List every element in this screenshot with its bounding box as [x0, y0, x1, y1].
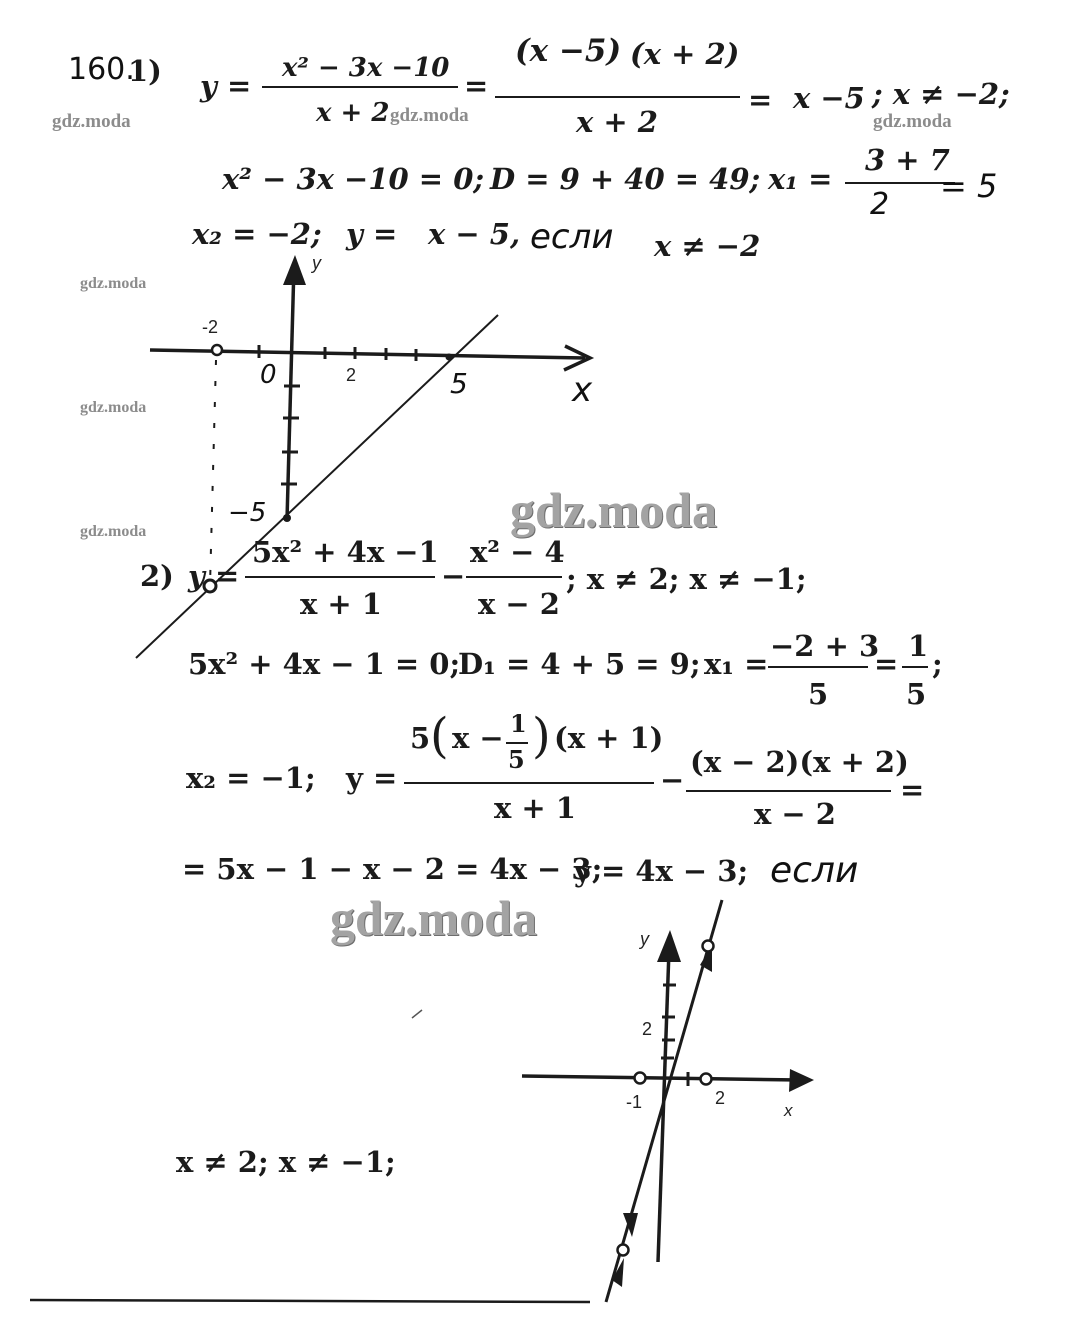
part2-line4-y: y = 4x − 3; [574, 854, 749, 888]
graph2-x-label: x [784, 1101, 793, 1120]
part1-line2-eq: x² − 3x −10 = 0; [222, 162, 485, 196]
part1-line3-x2: x₂ = −2; [192, 217, 322, 251]
part1-line3-if: если [530, 217, 614, 257]
graph1-tick-0: 0 [260, 360, 277, 390]
part2-line3-den: x + 1 [494, 791, 576, 825]
watermark-small: gdz.moda [52, 111, 131, 132]
watermark-small: gdz.moda [390, 105, 469, 126]
part2-line3-y: y = [346, 761, 398, 795]
part1-result: x −5 [793, 81, 865, 115]
part2-frac2-num: x² − 4 [470, 535, 565, 569]
part1-eq1: = [464, 69, 489, 103]
part2-line3-x2: x₂ = −1; [186, 761, 316, 795]
graph2-tick-2y: 2 [642, 1019, 653, 1039]
watermark-small: gdz.moda [80, 523, 147, 540]
part2-label: 2) [140, 559, 174, 593]
fraction-bar [902, 666, 928, 668]
graph2-tick-neg1: -1 [626, 1092, 643, 1112]
graph2-tick-2x: 2 [715, 1088, 726, 1108]
graph2-hole-x-2 [701, 1074, 712, 1085]
fraction-bar [768, 666, 868, 668]
part2-line2-x1: x₁ = [704, 647, 769, 681]
graph2-y-label: y [640, 929, 649, 949]
part1-frac2-den: x + 2 [576, 105, 658, 139]
watermark-large: gdz.moda [510, 482, 717, 538]
part2-line4-if: если [770, 850, 859, 891]
part2-line2: 5x² + 4x − 1 = 0; [188, 647, 461, 681]
graph2-hole-bottom [618, 1245, 629, 1256]
right-paren: ) [532, 708, 551, 764]
part1-line3-result: x − 5, [428, 217, 521, 251]
graph1-tick-neg5: −5 [228, 498, 267, 528]
part1-frac2-num-a: (x −5) [515, 33, 622, 69]
fraction-bar [404, 782, 654, 784]
graph1-intercept-x [446, 354, 453, 361]
part1-line2-x1: x₁ = [768, 162, 833, 196]
part2-final-cond: x ≠ 2; x ≠ −1; [176, 1145, 396, 1179]
graph1-intercept-y [283, 514, 291, 522]
part2-line3-num-c: (x + 1) [554, 721, 664, 755]
fraction-bar [686, 790, 891, 792]
part2-line2-x1-num: −2 + 3 [770, 629, 880, 663]
graph1-tick-5: 5 [450, 367, 468, 400]
graph1-x-label: x [572, 370, 593, 410]
watermark-small: gdz.moda [80, 275, 147, 292]
part2-line3-frac2-num: (x − 2)(x + 2) [690, 745, 909, 779]
part2-frac1-den: x + 1 [300, 587, 382, 621]
part2-line3-minus: − [660, 763, 685, 797]
part1-frac1-num: x² − 3x −10 [282, 53, 450, 83]
part1-eq2: = [748, 83, 773, 117]
graph1-y-label: y [312, 253, 321, 273]
graph1-tick-2: 2 [346, 365, 357, 385]
graph1-tick-neg2: -2 [202, 317, 219, 337]
part2-frac1-num: 5x² + 4x −1 [252, 535, 439, 569]
part1-line2-x1-val: = 5 [940, 167, 998, 205]
fraction-bar [506, 742, 528, 744]
watermark-small: gdz.moda [873, 111, 952, 132]
fraction-bar [466, 576, 562, 578]
stray-mark [412, 1010, 422, 1018]
part2-line3-num-a: 5 [410, 721, 431, 755]
graph2-y-axis [657, 930, 681, 1262]
fraction-bar [245, 576, 435, 578]
part1-frac2-num-b: (x + 2) [630, 37, 740, 71]
part2-line2-x1-den: 5 [808, 677, 829, 711]
part2-line2-end: ; [932, 647, 943, 681]
problem-number: 160. [68, 52, 135, 87]
graph2-hole-x-neg1 [635, 1073, 646, 1084]
part1-line3-cond: x ≠ −2 [654, 229, 761, 263]
part2-line3-num-frac-den: 5 [508, 745, 525, 774]
part2-line2-disc: D₁ = 4 + 5 = 9; [458, 647, 701, 681]
left-paren: ( [430, 708, 449, 764]
part1-line2-x1-num: 3 + 7 [865, 143, 950, 177]
part2-line3-num-b: x − [452, 721, 504, 755]
graph1-hole-xaxis [212, 345, 222, 355]
part2-line3-frac2-den: x − 2 [754, 797, 836, 831]
bottom-rule [30, 1300, 590, 1302]
part1-condition: ; x ≠ −2; [872, 77, 1010, 111]
part2-line4: = 5x − 1 − x − 2 = 4x − 3; [182, 852, 603, 886]
part1-line3-y: y = [346, 217, 398, 251]
watermark-small: gdz.moda [80, 399, 147, 416]
part2-cond: ; x ≠ 2; x ≠ −1; [566, 562, 807, 596]
part2-line2-eq: = [874, 647, 899, 681]
part2-line2-val-den: 5 [906, 677, 927, 711]
part1-label: 1) [128, 54, 162, 88]
part2-frac2-den: x − 2 [478, 587, 560, 621]
graph2-hole-top [703, 941, 714, 952]
part1-frac1-den: x + 2 [316, 98, 390, 128]
part2-line3-num-frac-num: 1 [510, 709, 527, 738]
part1-lhs: y = [200, 69, 252, 103]
part2-minus: − [441, 559, 466, 593]
graph1-dashed-guide [210, 360, 216, 585]
part1-line2-disc: D = 9 + 40 = 49; [490, 162, 761, 196]
watermark-large: gdz.moda [330, 890, 537, 946]
part2-lhs: y = [188, 559, 240, 593]
part2-line2-val-num: 1 [908, 629, 929, 663]
part2-line3-eq: = [900, 773, 925, 807]
part1-line2-x1-den: 2 [870, 187, 890, 222]
